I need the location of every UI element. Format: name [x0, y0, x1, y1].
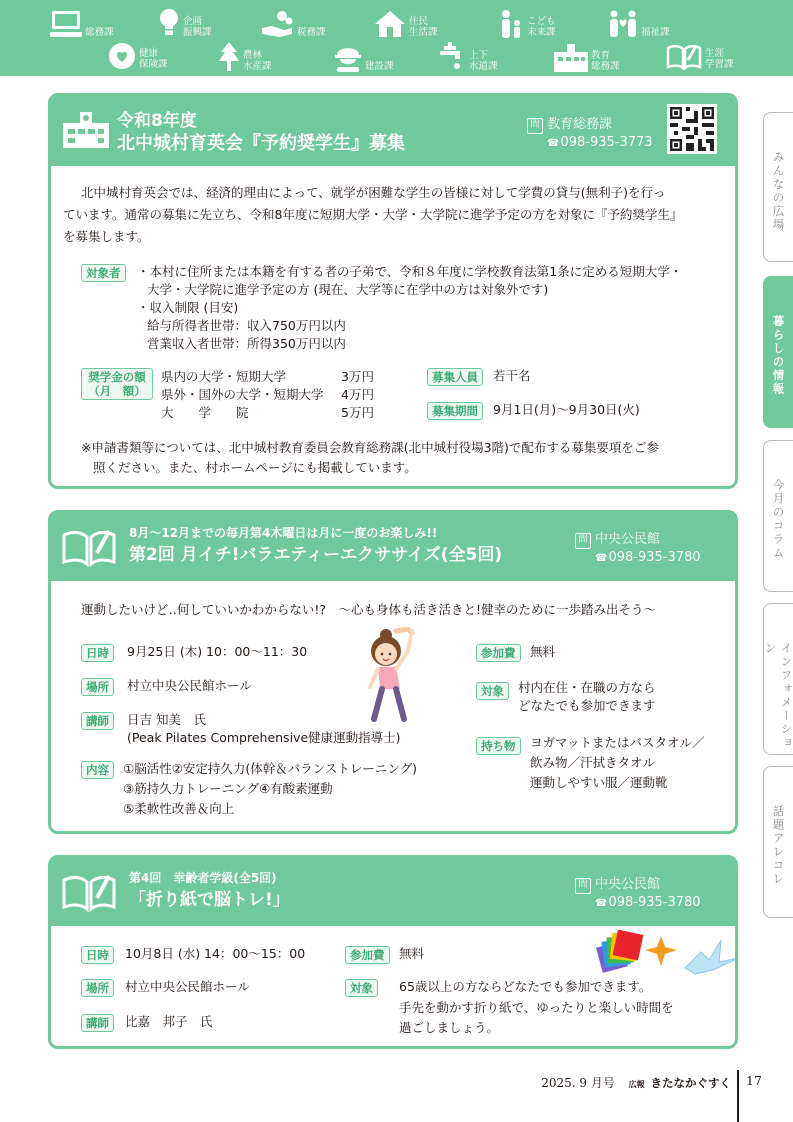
brand-name: きたなかぐすく [650, 1076, 731, 1090]
nav-item-shogai[interactable]: 生涯 学習課 [666, 44, 734, 70]
heart-hand-icon [108, 42, 136, 70]
computer-icon [50, 10, 82, 38]
issue-date: 2025. 9 月号 [541, 1076, 615, 1090]
target-line2: どなたでも参加できます [518, 698, 656, 713]
page-number: 17 [746, 1073, 762, 1088]
tab-wadai-arekore[interactable]: 話題アレコレ [763, 766, 793, 918]
nav-item-fukushi[interactable]: 福祉課 [608, 10, 670, 38]
nav-item-kensetsu[interactable]: 建設課 [334, 42, 394, 72]
target-label: 対象 [476, 682, 509, 700]
content-line2: ③筋持久力トレーニング④有酸素運動 [123, 781, 333, 796]
lecturer-name: 日吉 知美 氏 [127, 712, 206, 727]
origami-title: 「折り紙で脳トレ!」 [129, 890, 290, 910]
lecturer-credential: (Peak Pilates Comprehensive健康運動指導士) [127, 730, 401, 745]
date-label: 日時 [81, 946, 114, 964]
amount-value-3: 5万円 [341, 405, 374, 420]
qr-code[interactable] [667, 104, 717, 154]
contact-tel[interactable]: ☎ 098-935-3780 [595, 550, 701, 565]
scholarship-title-line1: 令和8年度 [117, 111, 197, 131]
issue-info [541, 1074, 731, 1091]
count-value: 若干名 [493, 368, 531, 383]
place-label: 場所 [81, 979, 114, 997]
intro-line2: ています。通常の募集に先立ち、令和8年度に短期大学・大学・大学院に進学予定の方を対象に『予約奨学生』 [63, 207, 683, 222]
date-value: 9月25日 (木) 10：00～11：30 [127, 644, 308, 659]
contact-dept: 問 中央公民館 [575, 876, 701, 894]
fee-value: 無料 [399, 946, 425, 961]
origami-papers-illustration [593, 930, 738, 980]
brand-small: 広報 [628, 1080, 645, 1089]
period-value: 9月1日(月)～9月30日(火) [493, 402, 640, 417]
origami-card [48, 855, 738, 1049]
lecturer-label: 講師 [81, 1014, 114, 1032]
nav-item-kenko[interactable]: 健康 保険課 [108, 42, 168, 70]
content-label: 内容 [81, 761, 114, 779]
nav-item-norin[interactable]: 農林 水産課 [218, 42, 272, 72]
note-line2: 照ください。また、村ホームページにも掲載しています。 [93, 460, 417, 475]
contact-tel[interactable]: ☎ 098-935-3780 [595, 895, 701, 910]
helmet-icon [334, 42, 362, 72]
amount-value-1: 3万円 [341, 369, 374, 384]
fee-label: 参加費 [476, 644, 521, 662]
target-line3: ・収入制限 (目安) [137, 300, 239, 315]
target-line1: 村内在住・在職の方なら [518, 680, 656, 695]
faucet-icon [440, 42, 466, 72]
family-icon [608, 10, 638, 38]
tax-hand-icon [262, 10, 294, 38]
scholarship-card [48, 93, 738, 489]
intro-line1: 北中城村育英会では、経済的理由によって、就学が困難な学生の皆様に対して学費の貸与(無利子)を行っ [81, 185, 666, 200]
fee-value: 無料 [530, 644, 556, 659]
scholarship-header [51, 96, 735, 166]
book-pen-icon [666, 44, 702, 70]
bring-label: 持ち物 [476, 737, 521, 755]
target-line2: 大学・大学院に進学予定の方 (現在、大学等に在学中の方は対象外です) [147, 282, 549, 297]
contact-tel[interactable]: ☎ 098-935-3773 [547, 135, 653, 150]
book-pen-icon [61, 529, 117, 567]
exercise-title: 第2回 月イチ!バラエティーエクササイズ(全5回) [129, 545, 503, 565]
place-label: 場所 [81, 678, 114, 696]
target-label: 対象 [345, 979, 378, 997]
tab-minna-no-hiroba[interactable]: みんなの広場 [763, 112, 793, 262]
nav-item-kodomo[interactable]: こども 未来課 [498, 10, 556, 38]
exercise-card [48, 510, 738, 834]
amount-school-1: 県内の大学・短期大学 [161, 369, 287, 384]
tab-kongetsu-no-column[interactable]: 今月のコラム [763, 440, 793, 592]
exercise-subtitle: 8月～12月までの毎月第4木曜日は月に一度のお楽しみ!! [129, 526, 438, 540]
footer-divider [737, 1070, 739, 1122]
place-value: 村立中央公民館ホール [127, 678, 252, 693]
nav-item-somu[interactable]: 総務課 [50, 10, 114, 38]
origami-subtitle: 第4回 幸齢者学級(全5回) [129, 871, 277, 885]
scholarship-title-line2: 北中城村育英会『予約奨学生』募集 [117, 133, 405, 154]
bring-line2: 飲み物／汗拭きタオル [530, 755, 656, 770]
exercise-contact [575, 531, 701, 567]
place-value: 村立中央公民館ホール [125, 979, 250, 994]
amount-label: 奨学金の額 （月 額） [81, 368, 153, 400]
lecturer-value: 比嘉 邦子 氏 [125, 1014, 213, 1029]
exercise-header [51, 513, 735, 581]
bring-line3: 運動しやすい服／運動靴 [530, 775, 668, 790]
parent-child-icon [498, 10, 524, 38]
nav-item-kyoiku[interactable]: 教育 総務課 [554, 42, 620, 72]
target-line2: 手先を動かす折り紙で、ゆったりと楽しい時間を [399, 1000, 674, 1015]
nav-item-jumin[interactable]: 住民 生活課 [374, 10, 438, 38]
house-icon [374, 10, 406, 38]
page-footer [0, 1070, 793, 1122]
target-label: 対象者 [81, 264, 126, 282]
intro-line3: を募集します。 [63, 229, 150, 244]
nav-item-suido[interactable]: 上下 水道課 [440, 42, 498, 72]
content-line3: ⑤柔軟性改善＆向上 [123, 801, 235, 816]
count-label: 募集人員 [427, 368, 483, 386]
book-pen-icon [61, 874, 117, 912]
tab-information[interactable]: インフォメーション [763, 603, 793, 755]
nav-item-zeimu[interactable]: 税務課 [262, 10, 326, 38]
period-label: 募集期間 [427, 402, 483, 420]
yoga-woman-illustration [356, 627, 436, 723]
note-line1: ※申請書類等については、北中城村教育委員会教育総務課(北中城村役場3階)で配布する募集要項をご参 [81, 440, 659, 455]
fee-label: 参加費 [345, 946, 390, 964]
school-icon [554, 42, 588, 72]
target-line1: 65歳以上の方ならどなたでも参加できます。 [399, 979, 652, 994]
nav-item-kikaku[interactable]: 企画 振興課 [158, 8, 212, 38]
amount-school-2: 県外・国外の大学・短期大学 [161, 387, 324, 402]
school-icon [63, 110, 109, 148]
amount-value-2: 4万円 [341, 387, 374, 402]
date-label: 日時 [81, 644, 114, 662]
department-nav [0, 0, 793, 76]
exercise-lead: 運動したいけど‥何していいかわからない!? ～心も身体も活き活きと!健幸のために一歩踏み出そう～ [81, 602, 657, 617]
amount-school-3: 大 学 院 [161, 405, 249, 420]
lightbulb-icon [158, 8, 180, 38]
lecturer-label: 講師 [81, 712, 114, 730]
tree-icon [218, 42, 240, 72]
content-line1: ①脳活性②安定持久力(体幹＆バランストレーニング) [123, 761, 418, 776]
qr-code-pattern [670, 107, 714, 151]
scholarship-contact [527, 116, 653, 152]
tab-kurashi-no-joho[interactable]: 暮らしの情報 [763, 276, 793, 428]
origami-header [51, 858, 735, 926]
origami-contact [575, 876, 701, 912]
target-line1: ・本村に住所または本籍を有する者の子弟で、令和８年度に学校教育法第1条に定める短期大学・ [137, 264, 683, 279]
target-line3: 過ごしましょう。 [399, 1020, 500, 1035]
contact-dept: 問 中央公民館 [575, 531, 701, 549]
target-line4: 給与所得者世帯：収入750万円以内 [147, 318, 346, 333]
target-line5: 営業収入者世帯：所得350万円以内 [147, 336, 346, 351]
date-value: 10月8日 (水) 14：00～15：00 [125, 946, 306, 961]
contact-dept: 問 教育総務課 [527, 116, 653, 134]
bring-line1: ヨガマットまたはバスタオル／ [530, 735, 705, 750]
